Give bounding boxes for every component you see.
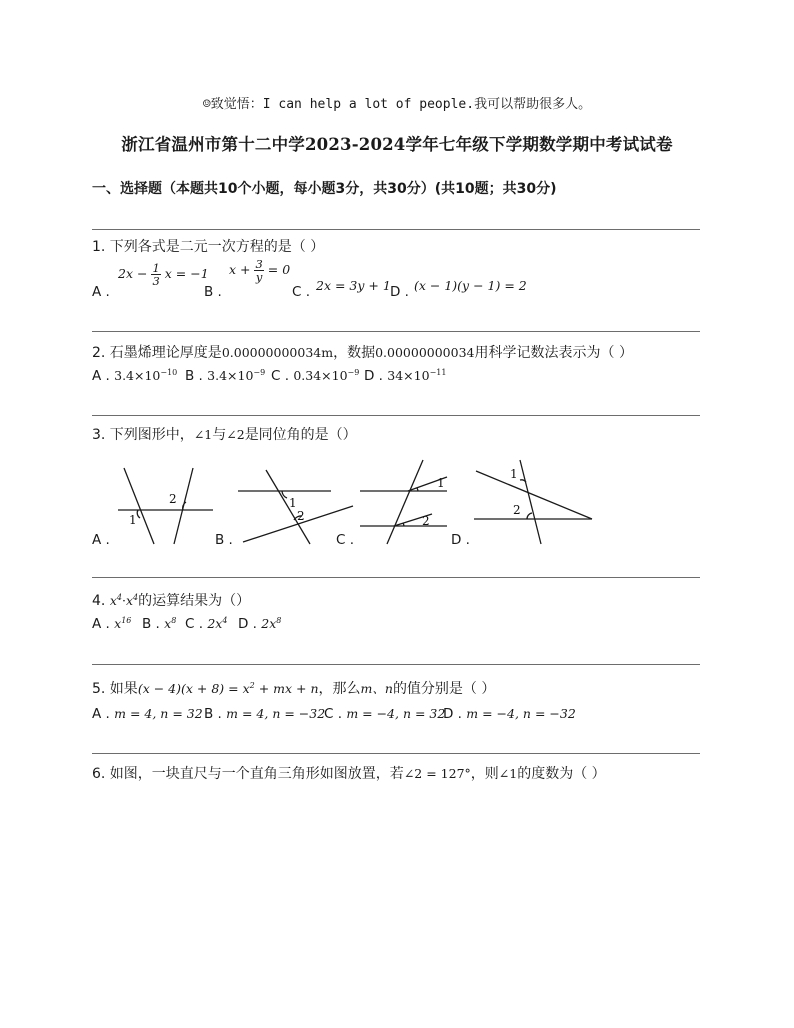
- q4-option-b: B . $x^8$: [142, 616, 177, 633]
- q3-option-c-label: C .: [336, 532, 355, 548]
- question-divider: [92, 753, 700, 754]
- fig-d-transversal: [520, 460, 541, 544]
- q1-option-d-expr: (x − 1)(y − 1) = 2: [414, 278, 527, 293]
- q3-option-d-label: D .: [451, 532, 470, 548]
- q2-value-2: 0.00000000034: [375, 345, 475, 360]
- section-heading: 一、选择题（本题共10个小题，每小题3分，共30分）(共10题；共30分): [92, 181, 557, 197]
- q1-a-fraction: $\frac{1}{3}$: [152, 261, 160, 289]
- q1-option-b-label: B .: [204, 284, 222, 300]
- question-5-stem: 5. 如果$(x - 4)(x + 8) = x^2$ + mx + n，那么m、n的值分别是（ ）: [92, 680, 496, 697]
- fig-a-line-right: [174, 468, 193, 544]
- q1-option-c-expr: 2x = 3y + 1: [316, 278, 391, 293]
- fig-a-label-1: 1: [129, 513, 137, 527]
- motto-line: ☺致觉悟：I can help a lot of people.我可以帮助很多人。: [202, 97, 592, 112]
- q5-option-c: C . m = −4, n = 32: [324, 706, 446, 722]
- question-divider: [92, 577, 700, 578]
- q5-option-d: D . m = −4, n = −32: [443, 706, 576, 722]
- fig-d-arc-2: [527, 513, 532, 519]
- fig-a-arc-2: [183, 502, 186, 510]
- question-4-stem: 4. $x^4\cdot x^4$的运算结果为（）: [92, 592, 251, 609]
- question-divider: [92, 331, 700, 332]
- q2-value-1: 0.00000000034m: [221, 345, 334, 360]
- q4-option-d: D . $2x^8$: [238, 616, 282, 633]
- fig-c-transversal: [387, 460, 423, 544]
- q1-option-a-expr: 2x − $\frac{1}{3}$ x = −1: [118, 261, 209, 289]
- q2-option-d: D . $34\times 10^{-11}$: [364, 368, 447, 385]
- q4-option-a: A . $x^{16}$: [92, 616, 132, 633]
- fig-c-label-2: 2: [422, 514, 430, 528]
- q5-option-a: A . m = 4, n = 32: [92, 706, 203, 722]
- q3-figures: [0, 440, 794, 550]
- question-2-stem: 2. 石墨烯理论厚度是0.00000000034m，数据0.00000000034用科学记数法表示为（ ）: [92, 345, 633, 361]
- fig-d-slanted-line: [476, 471, 592, 519]
- fig-b-label-2: 2: [297, 509, 305, 523]
- q1-option-b-expr: x + $\frac{3}{y}$ = 0: [229, 257, 291, 285]
- q1-b-fraction: $\frac{3}{y}$: [255, 257, 263, 285]
- fig-a-line-left: [124, 468, 154, 544]
- question-1-stem: 1. 下列各式是二元一次方程的是（ ）: [92, 239, 325, 255]
- fig-b-label-1: 1: [289, 496, 297, 510]
- q1-option-c-label: C .: [292, 284, 311, 300]
- q1-option-a-label: A .: [92, 284, 110, 300]
- question-divider: [92, 415, 700, 416]
- q5-option-b: B . m = 4, n = −32: [204, 706, 326, 722]
- q4-option-c: C . $2x^4$: [185, 616, 228, 633]
- q2-option-c: C . $0.34\times 10^{-9}$: [271, 368, 360, 385]
- page-title: 浙江省温州市第十二中学2023-2024学年七年级下学期数学期中考试试卷: [121, 135, 673, 154]
- question-divider: [92, 664, 700, 665]
- question-6-stem: 6. 如图，一块直尺与一个直角三角形如图放置，若∠2 = 127°，则∠1的度数为（ ）: [92, 766, 606, 782]
- question-divider: [92, 229, 700, 230]
- fig-d-label-1: 1: [510, 467, 518, 481]
- q3-option-b-label: B .: [215, 532, 233, 548]
- fig-a-label-2: 2: [169, 492, 177, 506]
- q2-option-a: A . $3.4\times 10^{-10}$: [92, 368, 178, 385]
- q1-option-d-label: D .: [390, 284, 409, 300]
- q3-option-a-label: A .: [92, 532, 110, 548]
- fig-a-arc-1: [137, 510, 140, 518]
- q2-option-b: B . $3.4\times 10^{-9}$: [185, 368, 266, 385]
- fig-c-label-1: 1: [437, 476, 445, 490]
- fig-d-label-2: 2: [513, 503, 521, 517]
- question-3-stem: 3. 下列图形中，∠1与∠2是同位角的是（）: [92, 427, 357, 443]
